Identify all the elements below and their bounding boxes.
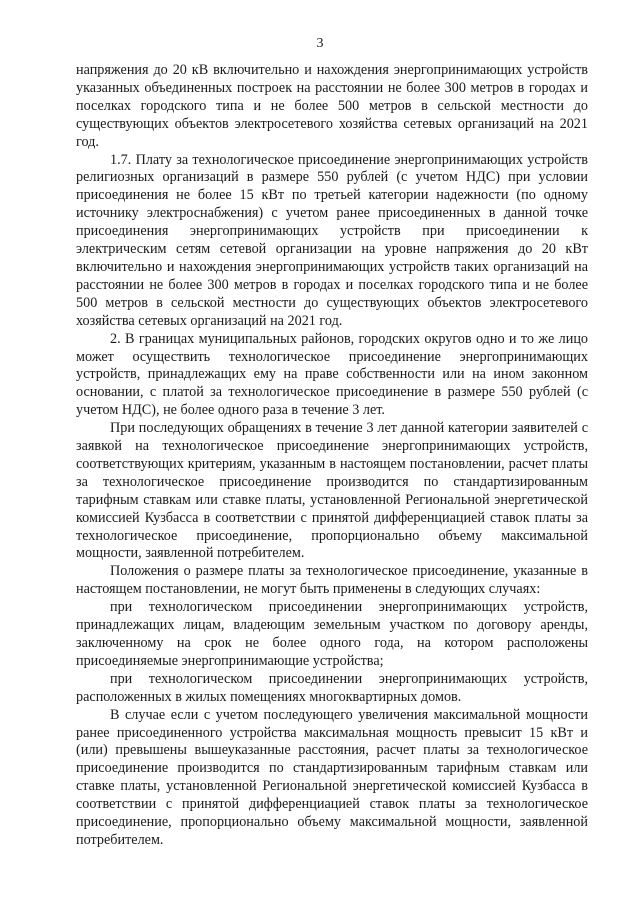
paragraph: Положения о размере платы за технологическое присоединение, указанные в настоящем постановлении, не могут быть применены в следующих случаях: [76, 563, 588, 598]
document-body [76, 62, 588, 850]
paragraph: напряжения до 20 кВ включительно и нахождения энергопринимающих устройств указанных объединенных построек на расстоянии не более 300 метров в городах и поселках городского типа и не более 500 метров в сельской местности до существующих объектов электросетевого хозяйства сетевых организаций на 2021 год. [76, 62, 588, 150]
paragraph: При последующих обращениях в течение 3 лет данной категории заявителей с заявкой на технологическое присоединение энергопринимающих устройств, соответствующих критериям, указанным в настоящем постановлении, расчет платы за технологическое присоединение производится по стандартизированным тарифным ставкам или ставке платы, установленной Региональной энергетической комиссией Кузбасса в соответствии с принятой дифференциацией ставок платы за технологическое присоединение, пропорционально объему максимальной мощности, заявленной потребителем. [76, 420, 588, 562]
paragraph: В случае если с учетом последующего увеличения максимальной мощности ранее присоединенного устройства максимальная мощность превысит 15 кВт и (или) превышены вышеуказанные расстояния, расчет платы за технологическое присоединение производится по стандартизированным тарифным ставкам или ставке платы, установленной Региональной энергетической комиссией Кузбасса в соответствии с принятой дифференциацией ставок платы за технологическое присоединение, пропорционально объему максимальной мощности, заявленной потребителем. [76, 706, 588, 848]
paragraph: 1.7. Плату за технологическое присоединение энергопринимающих устройств религиозных организаций в размере 550 рублей (с учетом НДС) при условии присоединения не более 15 кВт по третьей категории надежности (по одному источнику электроснабжения) с учетом ранее присоединенных в данной точке присоединения энергопринимающих устройств при присоединении к электрическим сетям сетевой организации на уровне напряжения до 20 кВт включительно и нахождения энергопринимающих устройств таких организаций на расстоянии не более 300 метров в городах и поселках городского типа и не более 500 метров в сельской местности до существующих объектов электросетевого хозяйства сетевых организаций на 2021 год. [76, 151, 588, 329]
paragraph: при технологическом присоединении энергопринимающих устройств, принадлежащих лицам, владеющим земельным участком по договору аренды, заключенному на срок не более одного года, на котором расположены присоединяемые энергопринимающие устройства; [76, 599, 588, 669]
paragraph: при технологическом присоединении энергопринимающих устройств, расположенных в жилых помещениях многоквартирных домов. [76, 670, 588, 705]
page-number: 3 [316, 36, 324, 51]
paragraph: 2. В границах муниципальных районов, городских округов одно и то же лицо может осуществить технологическое присоединение энергопринимающих устройств, принадлежащих ему на праве собственности или на ином законном основании, с платой за технологическое присоединение в размере 550 рублей (с учетом НДС), не более одного раза в течение 3 лет. [76, 330, 588, 419]
